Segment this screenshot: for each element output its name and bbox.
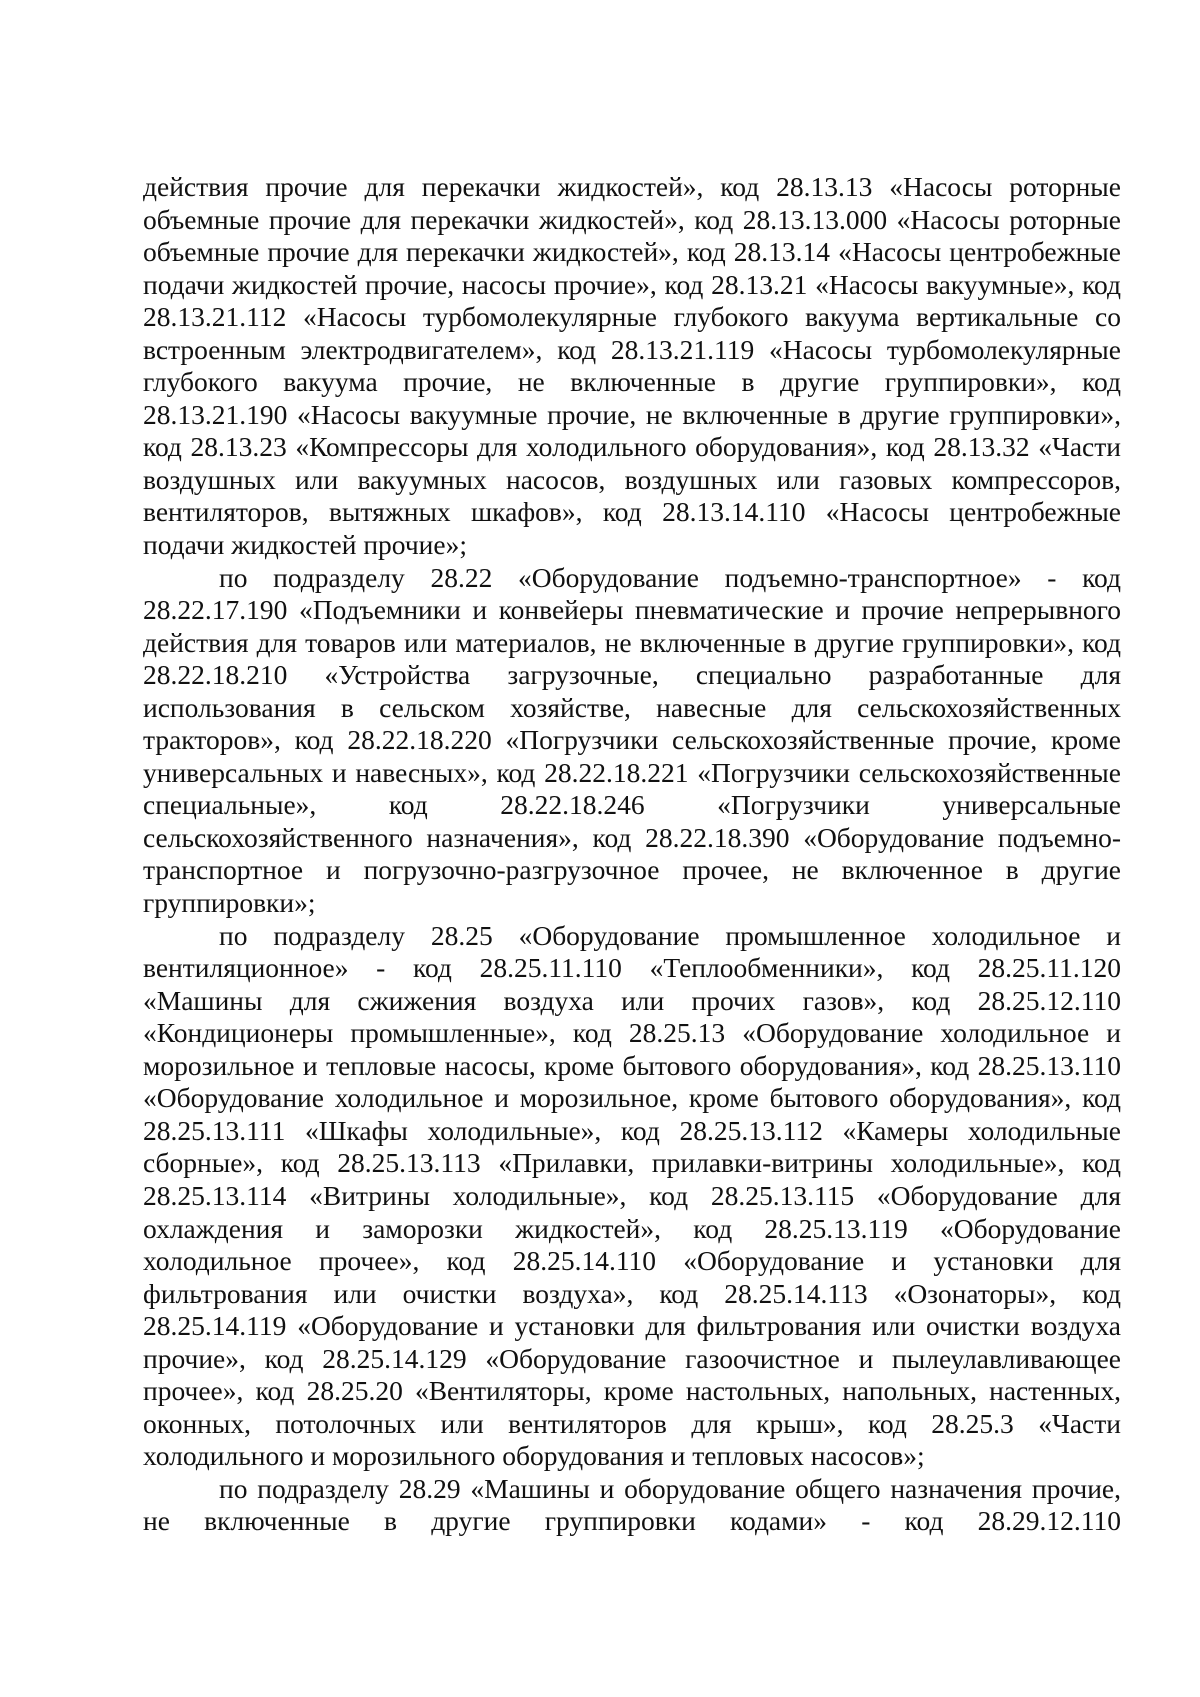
document-body bbox=[143, 171, 1121, 1538]
paragraph-subsection-28-29: по подразделу 28.29 «Машины и оборудование общего назначения прочие, не включенные в другие группировки кодами» - код 28.29.12.110 bbox=[143, 1472, 1121, 1537]
paragraph-subsection-28-25: по подразделу 28.25 «Оборудование промышленное холодильное и вентиляционное» - код 28.25.11.110 «Теплообменники», код 28.25.11.120 «Машины для сжижения воздуха или прочих газов», код 28.25.12.110 «Кондиционеры промышленные», код 28.25.13 «Оборудование холодильное и морозильное и тепловые насосы, кроме бытового оборудования», код 28.25.13.110 «Оборудование холодильное и морозильное, кроме бытового оборудования», код 28.25.13.111 «Шкафы холодильные», код 28.25.13.112 «Камеры холодильные сборные», код 28.25.13.113 «Прилавки, прилавки-витрины холодильные», код 28.25.13.114 «Витрины холодильные», код 28.25.13.115 «Оборудование для охлаждения и заморозки жидкостей», код 28.25.13.119 «Оборудование холодильное прочее», код 28.25.14.110 «Оборудование и установки для фильтрования или очистки воздуха», код 28.25.14.113 «Озонаторы», код 28.25.14.119 «Оборудование и установки для фильтрования или очистки воздуха прочие», код 28.25.14.129 «Оборудование газоочистное и пылеулавливающее прочее», код 28.25.20 «Вентиляторы, кроме настольных, напольных, настенных, оконных, потолочных или вентиляторов для крыш», код 28.25.3 «Части холодильного и морозильного оборудования и тепловых насосов»; bbox=[143, 919, 1121, 1472]
paragraph-subsection-28-22: по подразделу 28.22 «Оборудование подъемно-транспортное» - код 28.22.17.190 «Подъемники и конвейеры пневматические и прочие непрерывного действия для товаров или материалов, не включенные в другие группировки», код 28.22.18.210 «Устройства загрузочные, специально разработанные для использования в сельском хозяйстве, навесные для сельскохозяйственных тракторов», код 28.22.18.220 «Погрузчики сельскохозяйственные прочие, кроме универсальных и навесных», код 28.22.18.221 «Погрузчики сельскохозяйственные специальные», код 28.22.18.246 «Погрузчики универсальные сельскохозяйственного назначения», код 28.22.18.390 «Оборудование подъемно-транспортное и погрузочно-разгрузочное прочее, не включенное в другие группировки»; bbox=[143, 561, 1121, 919]
paragraph-pumps-continuation: действия прочие для перекачки жидкостей», код 28.13.13 «Насосы роторные объемные прочие для перекачки жидкостей», код 28.13.13.000 «Насосы роторные объемные прочие для перекачки жидкостей», код 28.13.14 «Насосы центробежные подачи жидкостей прочие, насосы прочие», код 28.13.21 «Насосы вакуумные», код 28.13.21.112 «Насосы турбомолекулярные глубокого вакуума вертикальные со встроенным электродвигателем», код 28.13.21.119 «Насосы турбомолекулярные глубокого вакуума прочие, не включенные в другие группировки», код 28.13.21.190 «Насосы вакуумные прочие, не включенные в другие группировки», код 28.13.23 «Компрессоры для холодильного оборудования», код 28.13.32 «Части воздушных или вакуумных насосов, воздушных или газовых компрессоров, вентиляторов, вытяжных шкафов», код 28.13.14.110 «Насосы центробежные подачи жидкостей прочие»; bbox=[143, 171, 1121, 561]
